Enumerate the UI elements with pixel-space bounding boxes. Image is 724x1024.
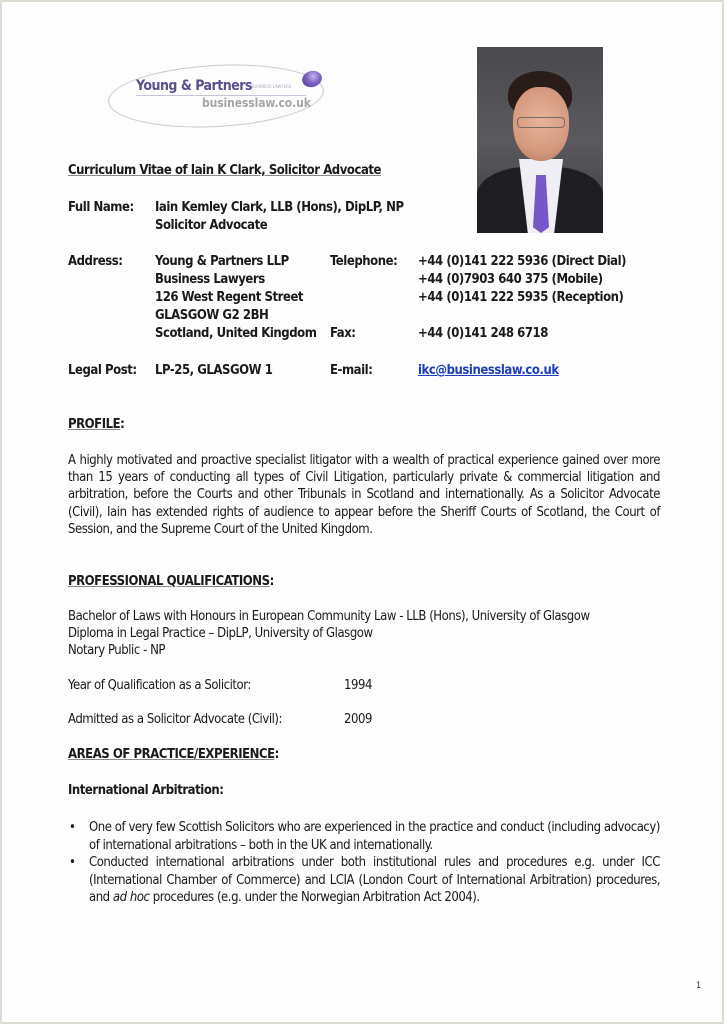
bullet-text: One of very few Scottish Solicitors who are experienced in the practice and conduct (including advocacy) of international arbitrations – both in the UK and internationally. xyxy=(89,820,660,853)
legal-post-value: LP-25, GLASGOW 1 xyxy=(155,363,273,378)
bullet-icon: • xyxy=(69,855,76,870)
heading-colon: : xyxy=(274,747,279,762)
full-name-label: Full Name: xyxy=(68,200,134,215)
qualifications-heading xyxy=(68,573,274,591)
profile-heading xyxy=(68,416,124,434)
address-line: Business Lawyers xyxy=(155,272,265,287)
bullet-text-part: Conducted international arbitrations under both institutional rules and procedures e.g. under ICC (International Chamber of Commerce) and LCIA (London Court of International Arbitration) procedures, and xyxy=(89,855,660,905)
logo-url: businesslaw.co.uk xyxy=(202,96,311,110)
list-item xyxy=(68,819,660,854)
qualification-item: Notary Public - NP xyxy=(68,643,166,658)
practice-heading-text: AREAS OF PRACTICE/EXPERIENCE xyxy=(68,747,275,762)
qualification-item: Diploma in Legal Practice – DipLP, University of Glasgow xyxy=(68,626,373,641)
qualifications-heading-text: PROFESSIONAL QUALIFICATIONS xyxy=(68,574,270,589)
telephone-reception: +44 (0)141 222 5935 (Reception) xyxy=(418,290,624,305)
legal-post-label: Legal Post: xyxy=(68,363,137,378)
telephone-direct: +44 (0)141 222 5936 (Direct Dial) xyxy=(418,254,627,269)
portrait-photo xyxy=(477,47,603,233)
page-number: 1 xyxy=(696,981,702,991)
profile-text: A highly motivated and proactive specialist litigator with a wealth of practical experience gained over more than 15 years of conducting all types of Civil Litigation, particularly private & commercial litigation and arbitration, before the Courts and other Tribunals in Scotland and internationally. As a Solicitor Advocate (Civil), Iain has extended rights of audience to appear before the Sheriff Courts of Scotland, the Court of Session, and the Supreme Court of the United Kingdom. xyxy=(68,453,660,537)
practice-bullet-list xyxy=(68,819,660,907)
year-qualification-value: 1994 xyxy=(344,678,372,693)
address-line: Scotland, United Kingdom xyxy=(155,326,317,341)
heading-colon: : xyxy=(120,417,125,432)
full-name-line1: Iain Kemley Clark, LLB (Hons), DipLP, NP xyxy=(155,200,404,215)
practice-heading xyxy=(68,746,279,764)
fax-number: +44 (0)141 248 6718 xyxy=(418,326,548,341)
bullet-text-italic: ad hoc xyxy=(112,890,150,905)
address-label: Address: xyxy=(68,254,123,269)
email-label: E-mail: xyxy=(330,363,373,378)
photo-glasses xyxy=(517,117,565,128)
list-item xyxy=(68,854,660,907)
address-line: Young & Partners LLP xyxy=(155,254,289,269)
bullet-icon: • xyxy=(69,820,76,835)
logo-company-name: Young & Partners xyxy=(136,78,253,94)
logo-tagline: BUSINESS LAWYERS xyxy=(252,84,292,89)
admitted-advocate-value: 2009 xyxy=(344,712,372,727)
admitted-advocate-label: Admitted as a Solicitor Advocate (Civil): xyxy=(68,712,283,727)
qualification-item: Bachelor of Laws with Honours in European Community Law - LLB (Hons), University of Glasgow xyxy=(68,609,590,624)
email-link[interactable]: ikc@businesslaw.co.uk xyxy=(418,363,559,378)
heading-colon: : xyxy=(269,574,274,589)
fax-label: Fax: xyxy=(330,326,356,341)
telephone-mobile: +44 (0)7903 640 375 (Mobile) xyxy=(418,272,603,287)
bullet-text-part: procedures (e.g. under the Norwegian Arbitration Act 2004). xyxy=(149,890,480,905)
telephone-label: Telephone: xyxy=(330,254,398,269)
document-title: Curriculum Vitae of Iain K Clark, Solicitor Advocate xyxy=(68,163,382,178)
address-line: GLASGOW G2 2BH xyxy=(155,308,269,323)
address-line: 126 West Regent Street xyxy=(155,290,304,305)
profile-heading-text: PROFILE xyxy=(68,417,121,432)
year-qualification-label: Year of Qualification as a Solicitor: xyxy=(68,678,251,693)
full-name-line2: Solicitor Advocate xyxy=(155,218,268,233)
practice-subheading: International Arbitration: xyxy=(68,783,224,798)
